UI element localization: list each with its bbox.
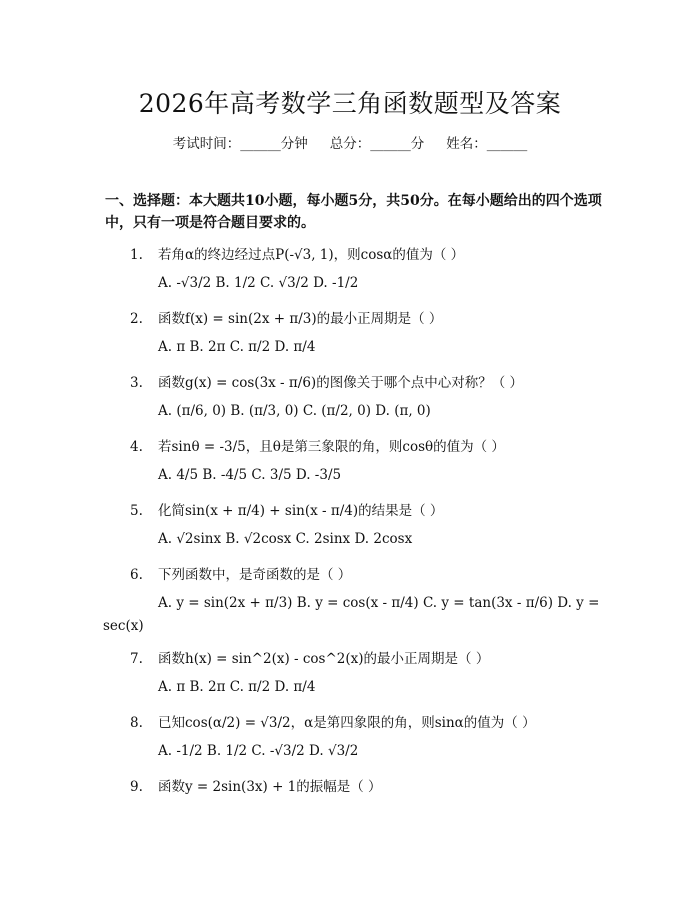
question-6 (130, 563, 351, 583)
question-8 (130, 711, 536, 731)
question-8-options: A. -1/2 B. 1/2 C. -√3/2 D. √3/2 (158, 743, 359, 759)
exam-time: 考试时间：______分钟 (172, 136, 308, 152)
question-text: 若角α的终边经过点P(-√3, 1)，则cosα的值为（ ） (158, 247, 465, 263)
question-number: 6. (130, 567, 143, 583)
question-text: 化简sin(x + π/4) + sin(x - π/4)的结果是（ ） (158, 503, 444, 519)
question-5 (130, 499, 443, 519)
question-text: 函数y = 2sin(3x) + 1的振幅是（ ） (158, 779, 382, 795)
question-7 (130, 647, 489, 667)
question-5-options: A. √2sinx B. √2cosx C. 2sinx D. 2cosx (158, 531, 413, 547)
question-number: 8. (130, 715, 143, 731)
question-number: 1. (130, 247, 143, 263)
question-4-options: A. 4/5 B. -4/5 C. 3/5 D. -3/5 (158, 467, 342, 483)
question-number: 2. (130, 311, 143, 327)
question-3-options: A. (π/6, 0) B. (π/3, 0) C. (π/2, 0) D. (π, 0) (158, 403, 431, 419)
question-number: 9. (130, 779, 143, 795)
question-number: 4. (130, 439, 143, 455)
question-7-options: A. π B. 2π C. π/2 D. π/4 (158, 679, 316, 695)
section-heading: 一、选择题：本大题共10小题，每小题5分，共50分。在每小题给出的四个选项中，只有一项是符合题目要求的。 (105, 193, 602, 231)
question-text: 函数f(x) = sin(2x + π/3)的最小正周期是（ ） (158, 311, 443, 327)
question-2 (130, 307, 442, 327)
question-text: 函数h(x) = sin^2(x) - cos^2(x)的最小正周期是（ ） (158, 651, 490, 667)
question-text: 若sinθ = -3/5，且θ是第三象限的角，则cosθ的值为（ ） (158, 439, 505, 455)
question-number: 7. (130, 651, 143, 667)
question-text: 已知cos(α/2) = √3/2，α是第四象限的角，则sinα的值为（ ） (158, 715, 536, 731)
question-number: 5. (130, 503, 143, 519)
page-title: 2026年高考数学三角函数题型及答案 (138, 89, 562, 118)
question-6-options: A. y = sin(2x + π/3) B. y = cos(x - π/4) C. y = tan(3x - π/6) D. y = sec(x) (103, 595, 600, 634)
question-1-options: A. -√3/2 B. 1/2 C. √3/2 D. -1/2 (158, 275, 359, 291)
question-9 (130, 775, 382, 795)
question-4 (130, 435, 505, 455)
exam-score: 总分：______分 (329, 136, 425, 152)
question-1 (130, 243, 464, 263)
question-2-options: A. π B. 2π C. π/2 D. π/4 (158, 339, 316, 355)
exam-name: 姓名：______ (446, 136, 528, 152)
question-3 (130, 371, 523, 391)
question-text: 函数g(x) = cos(3x - π/6)的图像关于哪个点中心对称？（ ） (158, 375, 523, 391)
question-text: 下列函数中，是奇函数的是（ ） (158, 567, 352, 583)
question-number: 3. (130, 375, 143, 391)
exam-meta (0, 132, 700, 152)
